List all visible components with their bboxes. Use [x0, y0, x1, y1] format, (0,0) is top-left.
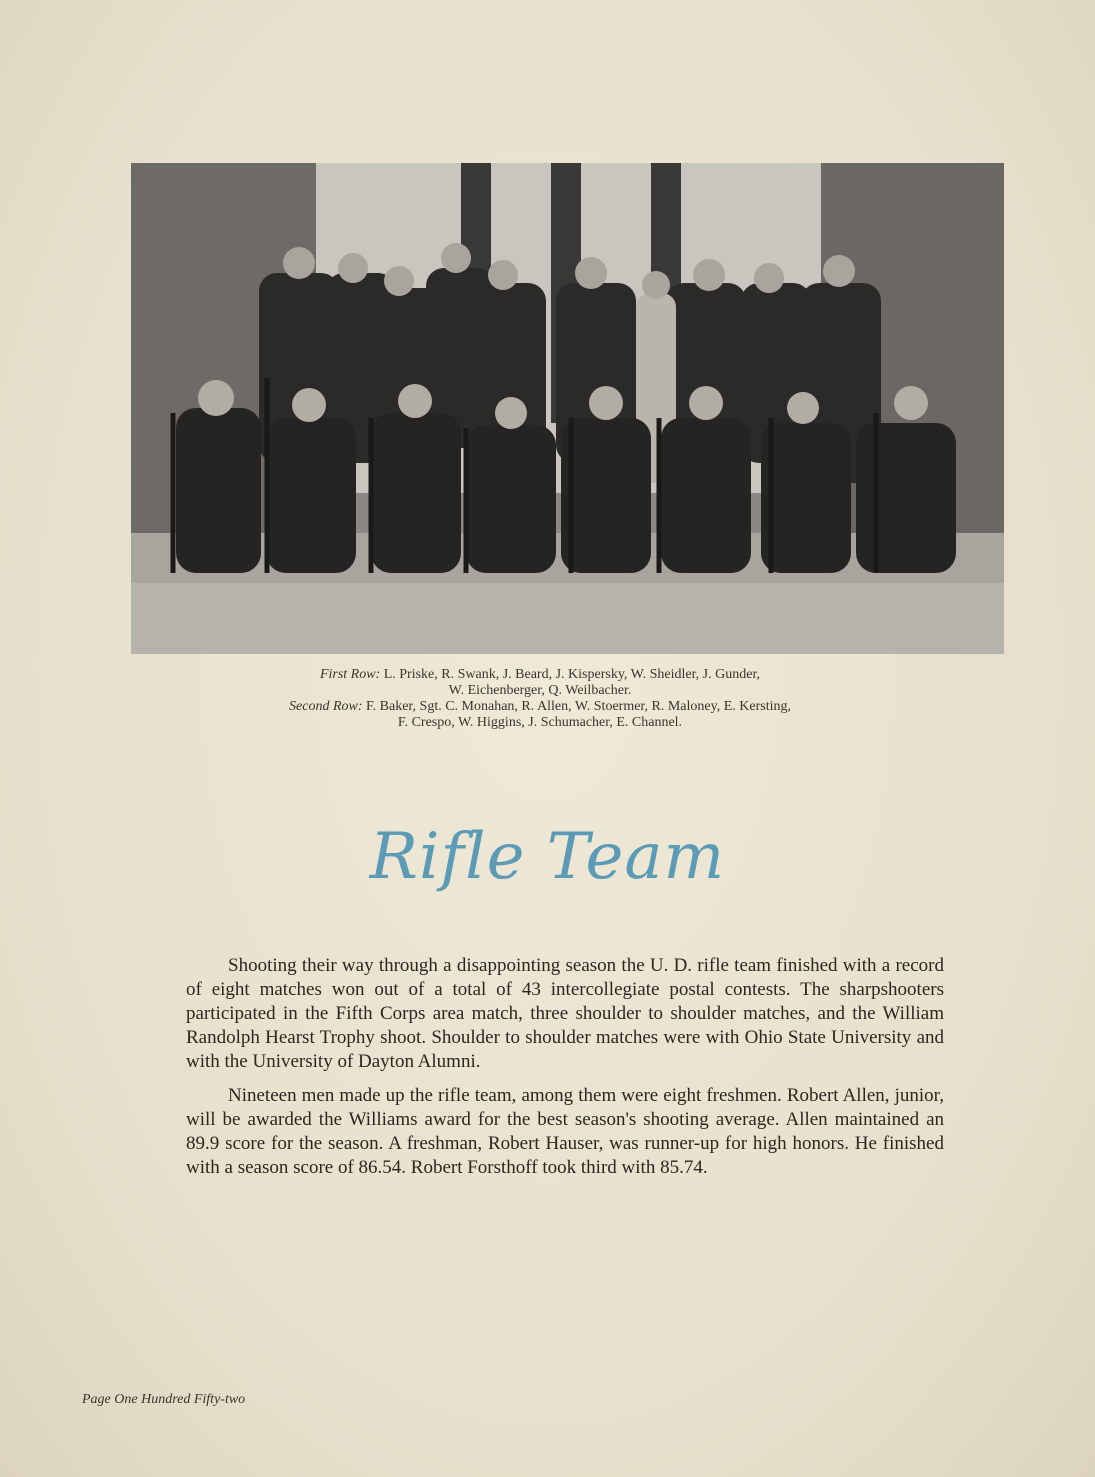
paragraph-2: Nineteen men made up the rifle team, among them were eight freshmen. Robert Allen, junior, will be awarded the Williams award for the best season's shooting average. Allen maintained an 89.9 score for the season. A freshman, Robert Hauser, was runner-up for high honors. He finished with a season score of 86.54. Robert Forsthoff took third with 85.74. — [186, 1085, 944, 1178]
paragraph-1: Shooting their way through a disappointing season the U. D. rifle team finished with a record of eight matches won out of a total of 43 intercollegiate postal contests. The sharpshooters participated in the Fifth Corps area match, three shoulder to shoulder matches, and the William Randolph Hearst Trophy shoot. Shoulder to shoulder matches were with Ohio State University and with the University of Dayton Alumni. — [186, 955, 944, 1072]
team-photo-image — [131, 163, 1004, 654]
caption-first-row-label: First Row: — [319, 667, 381, 682]
caption-second-row-label: Second Row: — [289, 699, 363, 714]
caption-second-row-names: F. Baker, Sgt. C. Monahan, R. Allen, W. Stoermer, R. Maloney, E. Kersting, — [366, 699, 791, 714]
caption-first-row-names: L. Priske, R. Swank, J. Beard, J. Kispersky, W. Sheidler, J. Gunder, — [383, 667, 761, 682]
team-photo — [131, 163, 1004, 654]
caption-first-row-line-2: W. Eichenberger, Q. Weilbacher. — [448, 683, 632, 698]
page-title: Rifle Team — [369, 820, 726, 894]
caption-first-row-line-1 — [180, 667, 900, 683]
article-body — [186, 954, 944, 1190]
caption-second-row-line-1 — [180, 699, 900, 715]
page-number: Page One Hundred Fifty-two — [82, 1392, 246, 1407]
photo-caption — [180, 667, 900, 731]
caption-second-row-line-2: F. Crespo, W. Higgins, J. Schumacher, E. Channel. — [397, 715, 683, 730]
